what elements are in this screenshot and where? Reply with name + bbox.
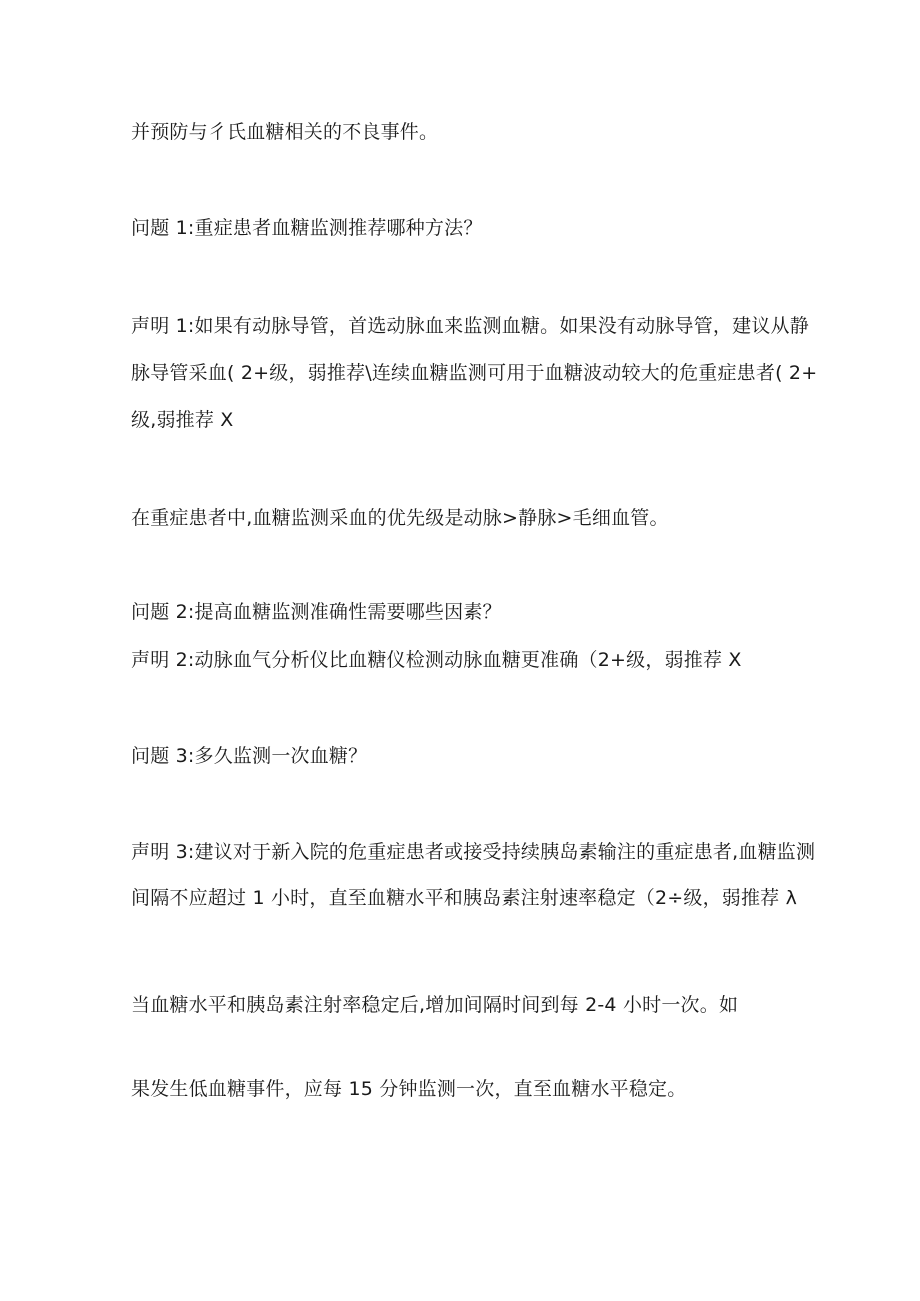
statement-1-line-2: 脉导管采血( 2+级，弱推荐\连续血糖监测可用于血糖波动较大的危重症患者( 2+	[131, 362, 818, 384]
paragraph-interval-line-1: 当血糖水平和胰岛素注射率稳定后,增加间隔时间到每 2-4 小时一次。如	[131, 994, 739, 1016]
paragraph-interval-line-2: 果发生低血糖事件，应每 15 分钟监测一次，直至血糖水平稳定。	[131, 1078, 687, 1100]
question-3: 问题 3:多久监测一次血糖？	[131, 745, 368, 767]
statement-3-line-2: 间隔不应超过 1 小时，直至血糖水平和胰岛素注射速率稳定（2÷级，弱推荐 λ	[131, 887, 798, 909]
statement-3-line-1: 声明 3:建议对于新入院的危重症患者或接受持续胰岛素输注的重症患者,血糖监测	[131, 841, 816, 863]
text-line-intro: 并预防与彳氏血糖相关的不良事件。	[131, 121, 439, 143]
question-1: 问题 1:重症患者血糖监测推荐哪种方法？	[131, 217, 483, 239]
statement-1-line-3: 级,弱推荐 X	[131, 409, 234, 431]
statement-2: 声明 2:动脉血气分析仪比血糖仪检测动脉血糖更准确（2+级，弱推荐 X	[131, 649, 742, 671]
paragraph-priority: 在重症患者中,血糖监测采血的优先级是动脉>静脉>毛细血管。	[131, 507, 669, 529]
question-2: 问题 2:提高血糖监测准确性需要哪些因素？	[131, 601, 502, 623]
statement-1-line-1: 声明 1:如果有动脉导管，首选动脉血来监测血糖。如果没有动脉导管，建议从静	[131, 315, 809, 337]
